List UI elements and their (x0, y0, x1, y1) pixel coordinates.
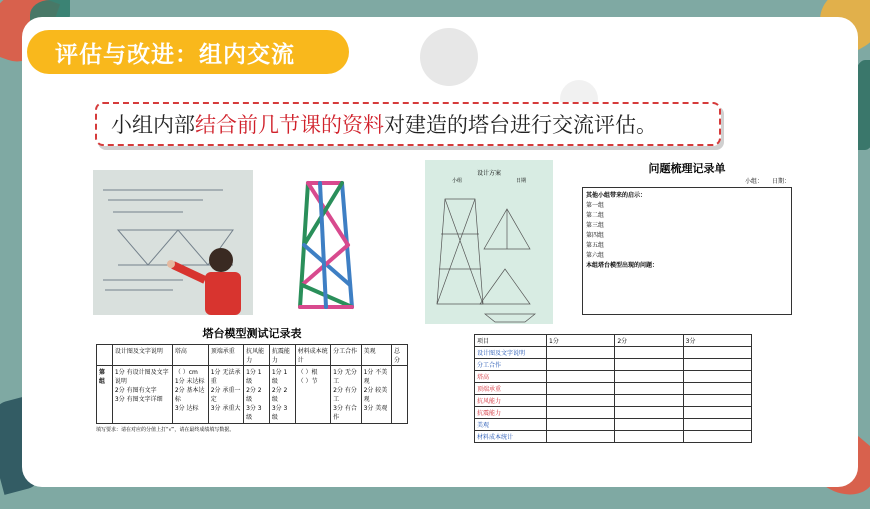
rubric-item: 塔高 (475, 371, 547, 383)
table-cell: 1分 无分工 2分 有分工 3分 有合作 (331, 366, 361, 424)
table-cell: 1分 1级 2分 2级 3分 3级 (244, 366, 270, 424)
rubric-row (475, 383, 752, 395)
rubric-row (475, 407, 752, 419)
rubric-row (475, 419, 752, 431)
rubric-item: 设计图及文字说明 (475, 347, 547, 359)
instruction-callout (95, 102, 721, 146)
issue-record-title: 问题梳理记录单 (648, 162, 726, 175)
rubric-header: 项目 (475, 335, 547, 347)
design-sheet-title: 设计方案 (476, 170, 501, 177)
instruction-prefix: 小组内部 (111, 113, 195, 137)
group-line: 第二组 (586, 212, 605, 219)
rubric-item: 分工合作 (475, 359, 547, 371)
group-line: 第一组 (586, 202, 605, 209)
issue-record-prompt: 其他小组带来的启示： (586, 192, 647, 199)
table-header: 分工合作 (331, 345, 361, 366)
rubric-item: 抗风能力 (475, 395, 547, 407)
rubric-header: 2分 (615, 335, 683, 347)
design-sheet-labels (425, 177, 553, 184)
table-cell: 1分 不美观 2分 较美观 3分 美观 (361, 366, 391, 424)
test-record-footnote: 填写要求：请在对应的分值上打“√”，请在最终成绩填写数据。 (96, 427, 235, 433)
table-cell: 1分 1级 2分 2级 3分 3级 (269, 366, 295, 424)
test-record-title: 塔台模型测试记录表 (202, 327, 302, 340)
table-corner (97, 345, 113, 366)
table-header: 材料成本统计 (295, 345, 331, 366)
decorative-circle (420, 28, 478, 86)
table-header: 总分 (392, 345, 408, 366)
rubric-header: 3分 (683, 335, 751, 347)
section-title (27, 30, 349, 74)
rubric-row (475, 347, 752, 359)
tower-model-photo (290, 175, 370, 315)
design-sheet (425, 160, 553, 324)
table-cell: 1分 有设计图及文字说明 2分 有图有文字 3分 有图文字详细 (112, 366, 172, 424)
rubric-row (475, 359, 752, 371)
rubric-header: 1分 (547, 335, 615, 347)
test-record-sheet (96, 325, 408, 435)
table-cell (392, 366, 408, 424)
test-record-table (96, 344, 408, 424)
rubric-row (475, 371, 752, 383)
row-label: 第组 (97, 366, 113, 424)
group-line: 第四组 (586, 232, 605, 239)
rubric-sheet (474, 334, 752, 444)
table-header: 塔高 (172, 345, 208, 366)
table-header: 抗震能力 (269, 345, 295, 366)
classroom-photo (93, 170, 253, 315)
instruction-suffix: 对建造的塔台进行交流评估。 (384, 113, 657, 137)
table-header: 美观 (361, 345, 391, 366)
design-sheet-label: 小组 (451, 178, 462, 184)
table-header-row (97, 345, 408, 366)
table-header: 设计图及文字说明 (112, 345, 172, 366)
instruction-highlight: 结合前几节课的资料 (195, 113, 384, 137)
rubric-item: 美观 (475, 419, 547, 431)
group-line: 第六组 (586, 252, 605, 259)
rubric-table (474, 334, 752, 443)
issue-record-box (582, 187, 792, 315)
table-cell: 1分 无法承重 2分 承重一定 3分 承重大 (208, 366, 243, 424)
issue-record-sheet (576, 160, 798, 320)
rubric-item: 材料成本统计 (475, 431, 547, 443)
table-row (97, 366, 408, 424)
table-header: 抗风能力 (244, 345, 270, 366)
issue-record-meta: 小组： 日期： (744, 178, 790, 185)
table-cell: （ ）根 （ ）节 (295, 366, 331, 424)
issue-record-closing: 本组塔台模型出现的问题： (586, 262, 659, 269)
rubric-header-row (475, 335, 752, 347)
rubric-item: 抗震能力 (475, 407, 547, 419)
section-title-text: 评估与改进：组内交流 (55, 41, 295, 68)
rubric-row (475, 431, 752, 443)
design-sketch (425, 184, 553, 324)
group-line: 第五组 (586, 242, 605, 249)
table-cell: （ ）cm 1分 未达标 2分 基本达标 3分 达标 (172, 366, 208, 424)
group-line: 第三组 (586, 222, 605, 229)
rubric-item: 顶端承重 (475, 383, 547, 395)
design-sheet-label: 日期 (515, 178, 526, 184)
rubric-row (475, 395, 752, 407)
table-header: 顶端承重 (208, 345, 243, 366)
